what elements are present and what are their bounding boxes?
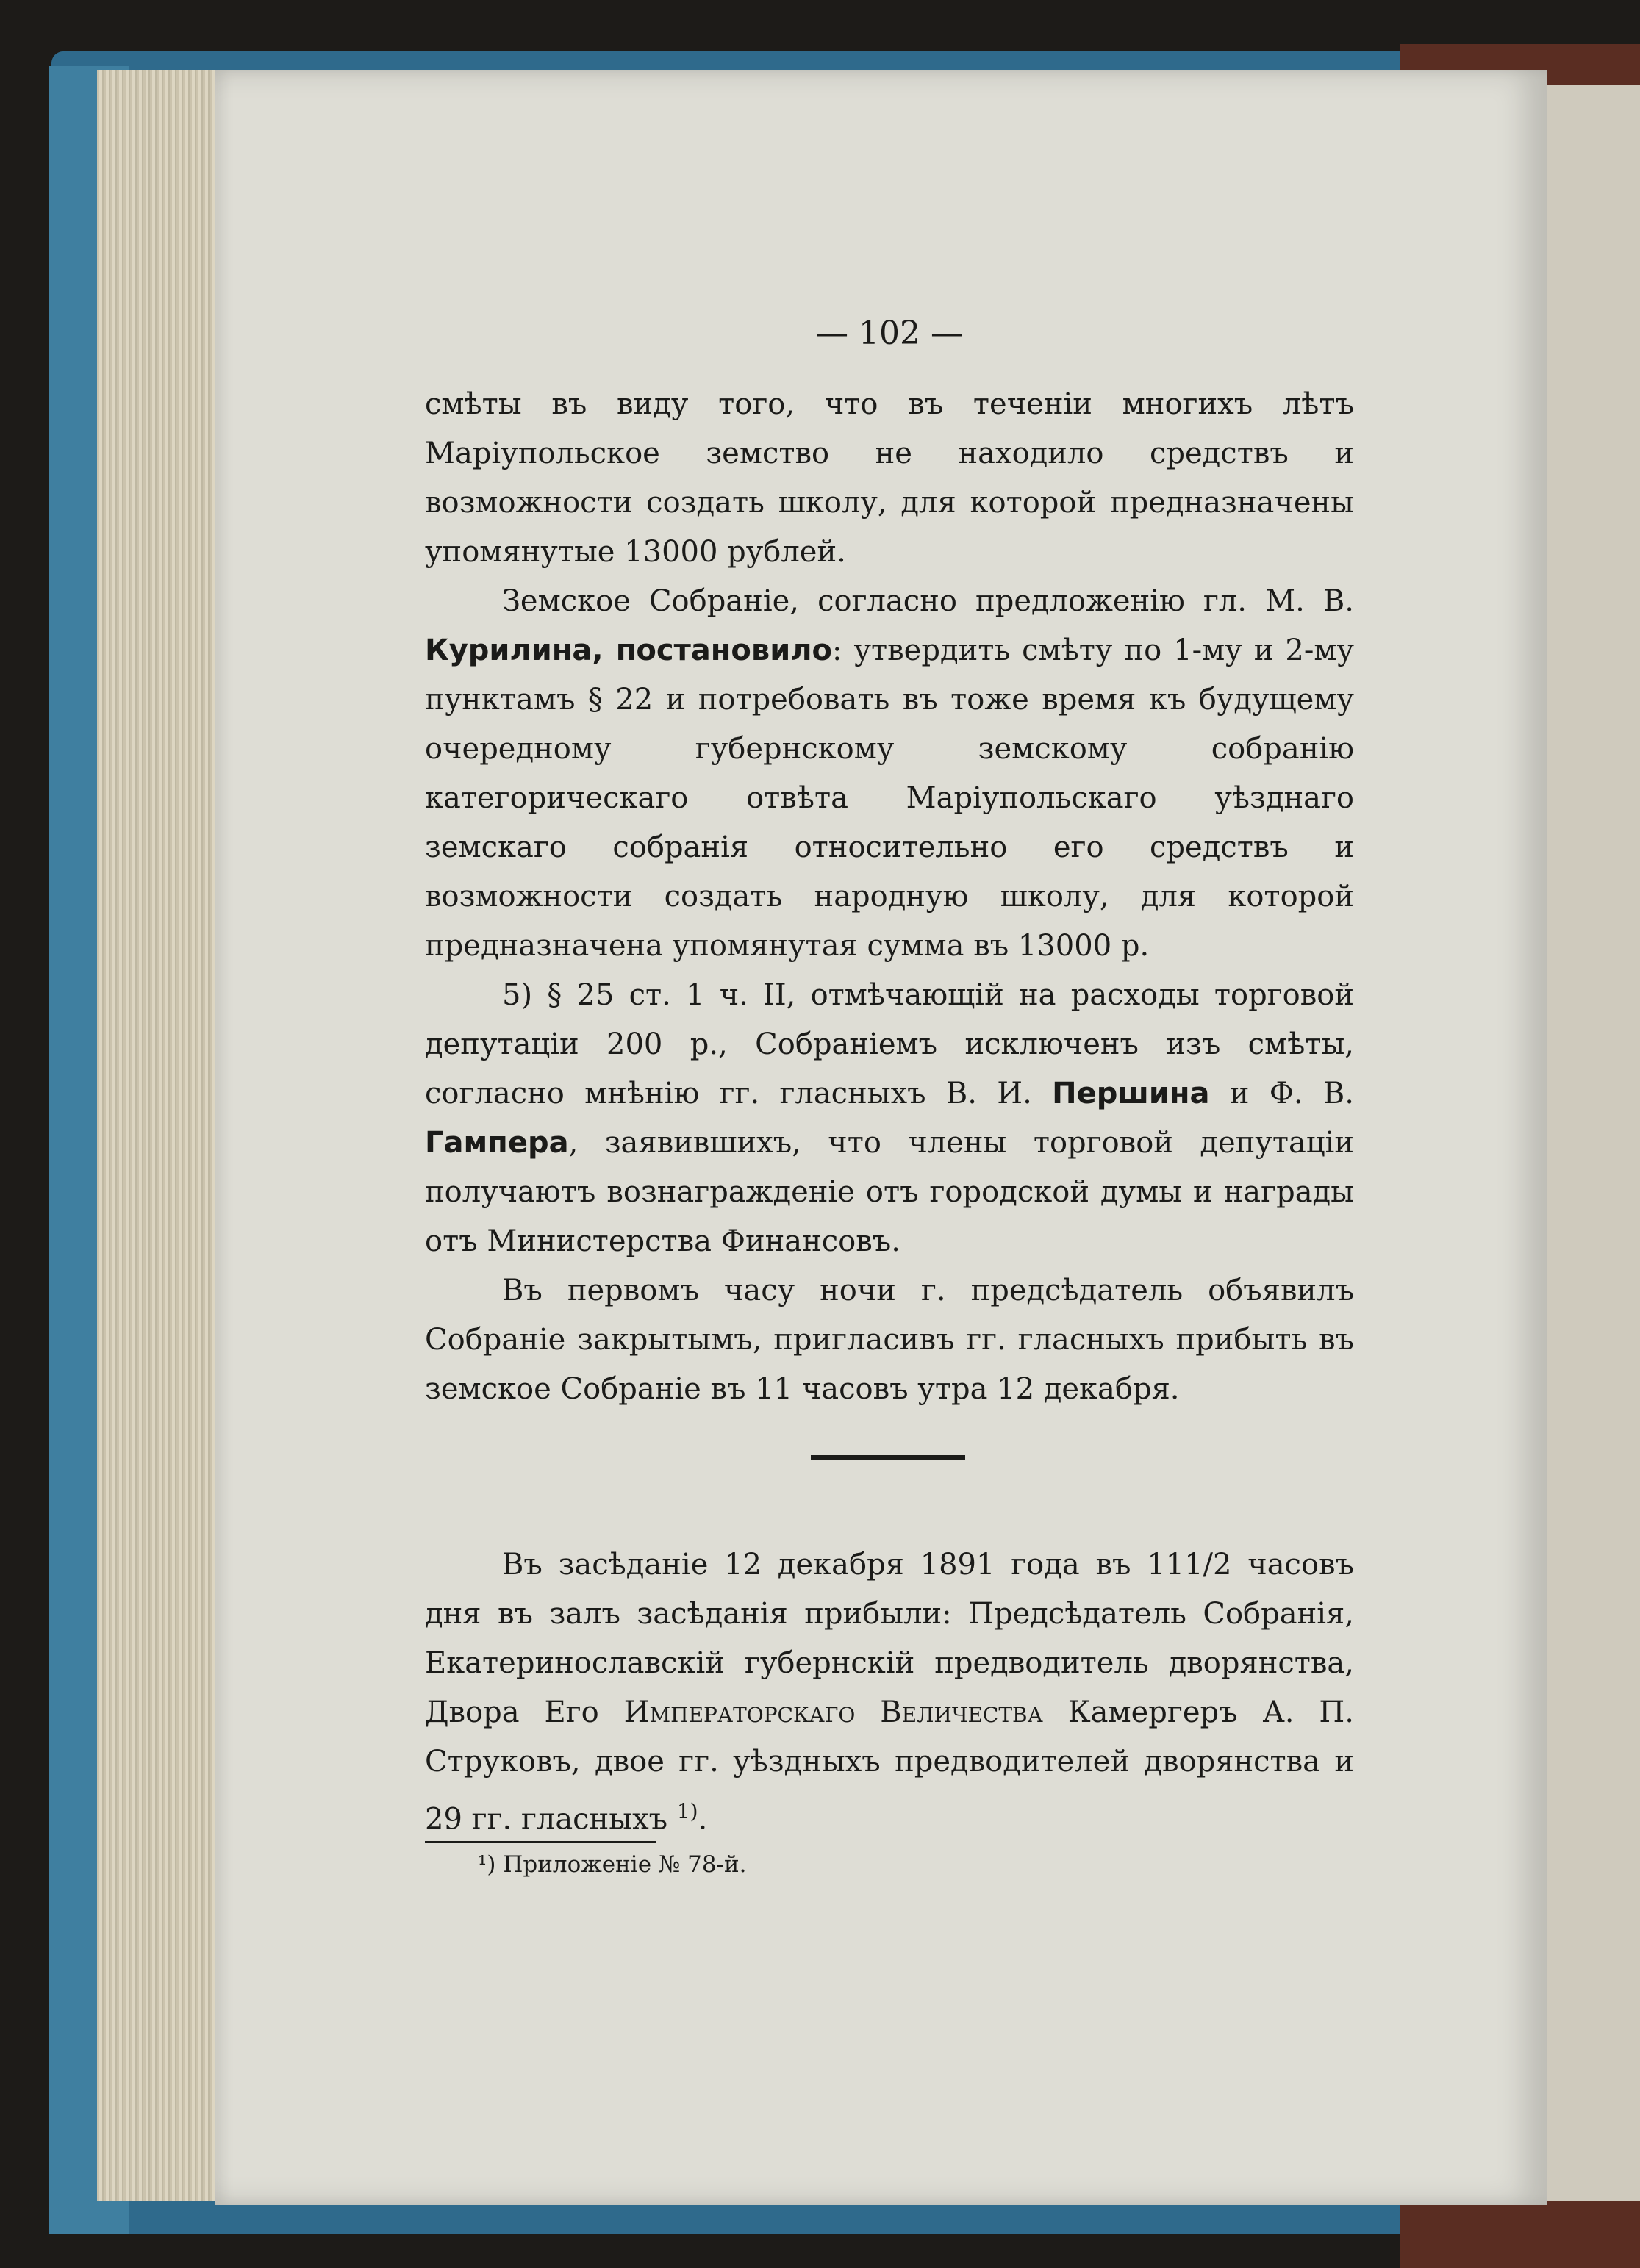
page-number: — 102 — xyxy=(816,315,963,352)
speaker-name-pershin: Першина xyxy=(1052,1077,1210,1110)
paragraph-5-mid: часовъ дня въ залъ засѣданія прибыли: Предсѣдатель Собранія, Екатеринославскій губернскій предводитель дворянства, Двора Его xyxy=(425,1548,1354,1729)
paragraph-1: смѣты въ виду того, что въ теченіи многихъ лѣтъ Маріупольское земство не находило средствъ и возможности создать школу, для которой предназначены упомянутые 13000 рублей. xyxy=(425,387,1354,569)
main-text-column xyxy=(425,309,1354,1414)
section-divider xyxy=(811,1455,965,1460)
paragraph-5-post: Камергеръ А. П. Струковъ, двое гг. уѣздныхъ предводителей дворянства и 29 гг. гласныхъ xyxy=(425,1695,1354,1837)
paragraph-2 xyxy=(425,577,1354,971)
paragraph-4: Въ первомъ часу ночи г. предсѣдатель объявилъ Собраніе закрытымъ, пригласивъ гг. гласныхъ прибыть въ земское Собраніе въ 11 часовъ утра 12 декабря. xyxy=(425,1274,1354,1406)
paragraph-3-post: , заявившихъ, что члены торговой депутаціи получаютъ вознагражденіе отъ городской думы и награды отъ Министерства Финансовъ. xyxy=(425,1126,1354,1258)
imperial-title: Императорскаго Величества xyxy=(623,1695,1043,1729)
footnote-reference: 1) xyxy=(676,1799,698,1823)
paragraph-3-pre: 5) § 25 ст. 1 ч. II, отмѣчающій на расходы торговой депутаціи 200 р., Собраніемъ исключенъ изъ смѣты, согласно мнѣнію гг. гласныхъ В. И. xyxy=(425,978,1354,1110)
paragraph-3-mid: и Ф. В. xyxy=(1209,1077,1354,1110)
paragraph-5-pre: Въ засѣданіе 12 декабря 1891 года въ 11 xyxy=(502,1548,1185,1582)
paragraph-3 xyxy=(425,971,1354,1266)
adjacent-page xyxy=(1547,85,1640,2201)
paragraph-5-end: . xyxy=(698,1802,708,1837)
paragraph-2-pre: Земское Собраніе, согласно предложенію гл. М. В. xyxy=(502,584,1354,618)
second-text-block xyxy=(425,1540,1354,1844)
fraction: 1/2 xyxy=(1184,1548,1232,1582)
paragraph-5 xyxy=(425,1540,1354,1844)
footnote: ¹) Приложеніе № 78-й. xyxy=(478,1851,747,1878)
speaker-name-gamper: Гампера xyxy=(425,1126,569,1160)
footnote-rule xyxy=(425,1841,656,1843)
speaker-name-kurilin: Курилина, постановило xyxy=(425,634,833,667)
paragraph-2-post: : утвердить смѣту по 1-му и 2-му пунктамъ § 22 и потребовать въ тоже время къ будущему очередному губернскому земскому собранію категорическаго отвѣта Маріупольскаго уѣзднаго земскаго собранія относительно его средствъ и возможности создать народную школу, для которой предназначена упомянутая сумма въ 13000 р. xyxy=(425,634,1354,963)
